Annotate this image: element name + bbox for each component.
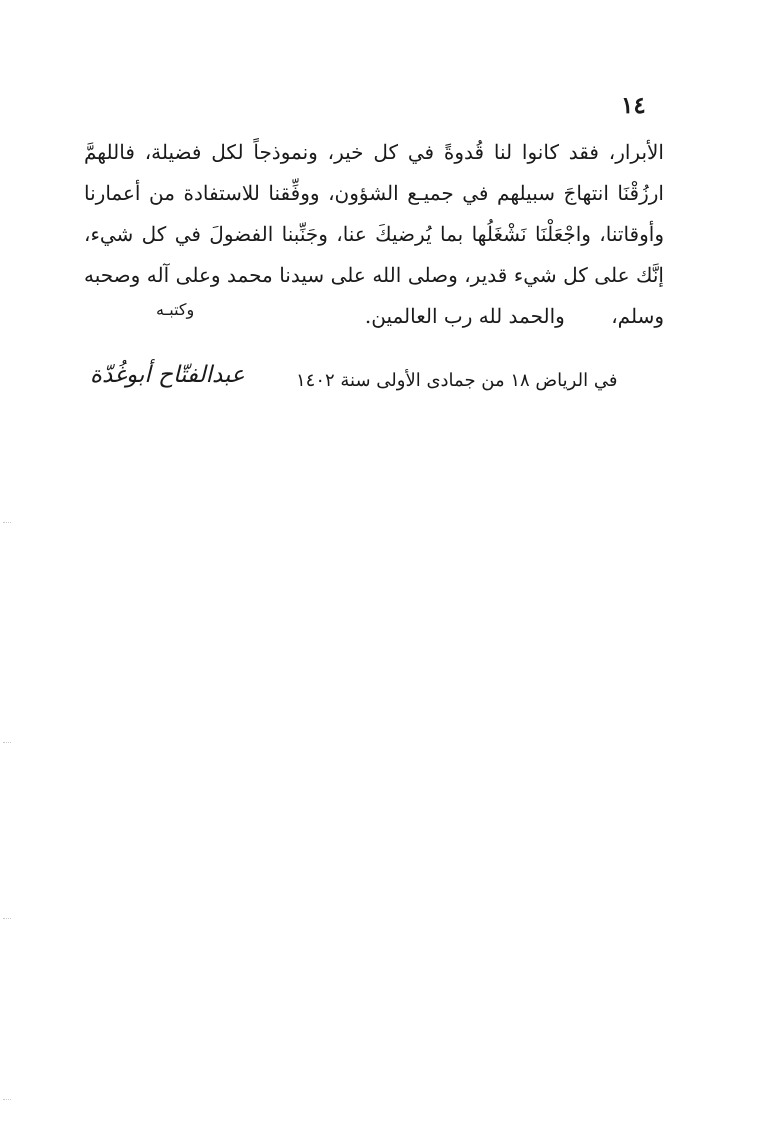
text-line-2: ارزُقْنَا انتهاجَ سبيلهم في جميـع الشؤون، ووفِّقنا للاستفادة من أعمارنا: [84, 181, 664, 205]
scan-margin-mark: [3, 522, 11, 524]
text-line-3: وأوقاتنا، واجْعَلْنَا نَشْغَلُها بما يُرضيكَ عنا، وجَنِّبنا الفضولَ في كل شيء،: [84, 222, 664, 246]
last-line-start: وسلم،: [611, 304, 664, 328]
scan-margin-mark: [3, 918, 11, 920]
dateline: في الرياض ١٨ من جمادى الأولى سنة ١٤٠٢: [296, 370, 618, 391]
scan-margin-mark: [3, 1099, 11, 1101]
author-signature: عبدالفتّاح أبوغُدّة: [90, 362, 245, 388]
scan-margin-mark: [3, 742, 11, 744]
text-line-4: إنَّك على كل شيء قدير، وصلى الله على سيدنا محمد وعلى آله وصحبه: [84, 263, 664, 287]
closing-praise: والحمد لله رب العالمين.: [364, 304, 565, 328]
text-line-1: الأبرار، فقد كانوا لنا قُدوةً في كل خير، ونموذجاً لكل فضيلة، فاللهمَّ: [84, 140, 664, 164]
page-number: ١٤: [621, 92, 646, 119]
wrote-label: وكتبـه: [156, 300, 195, 319]
